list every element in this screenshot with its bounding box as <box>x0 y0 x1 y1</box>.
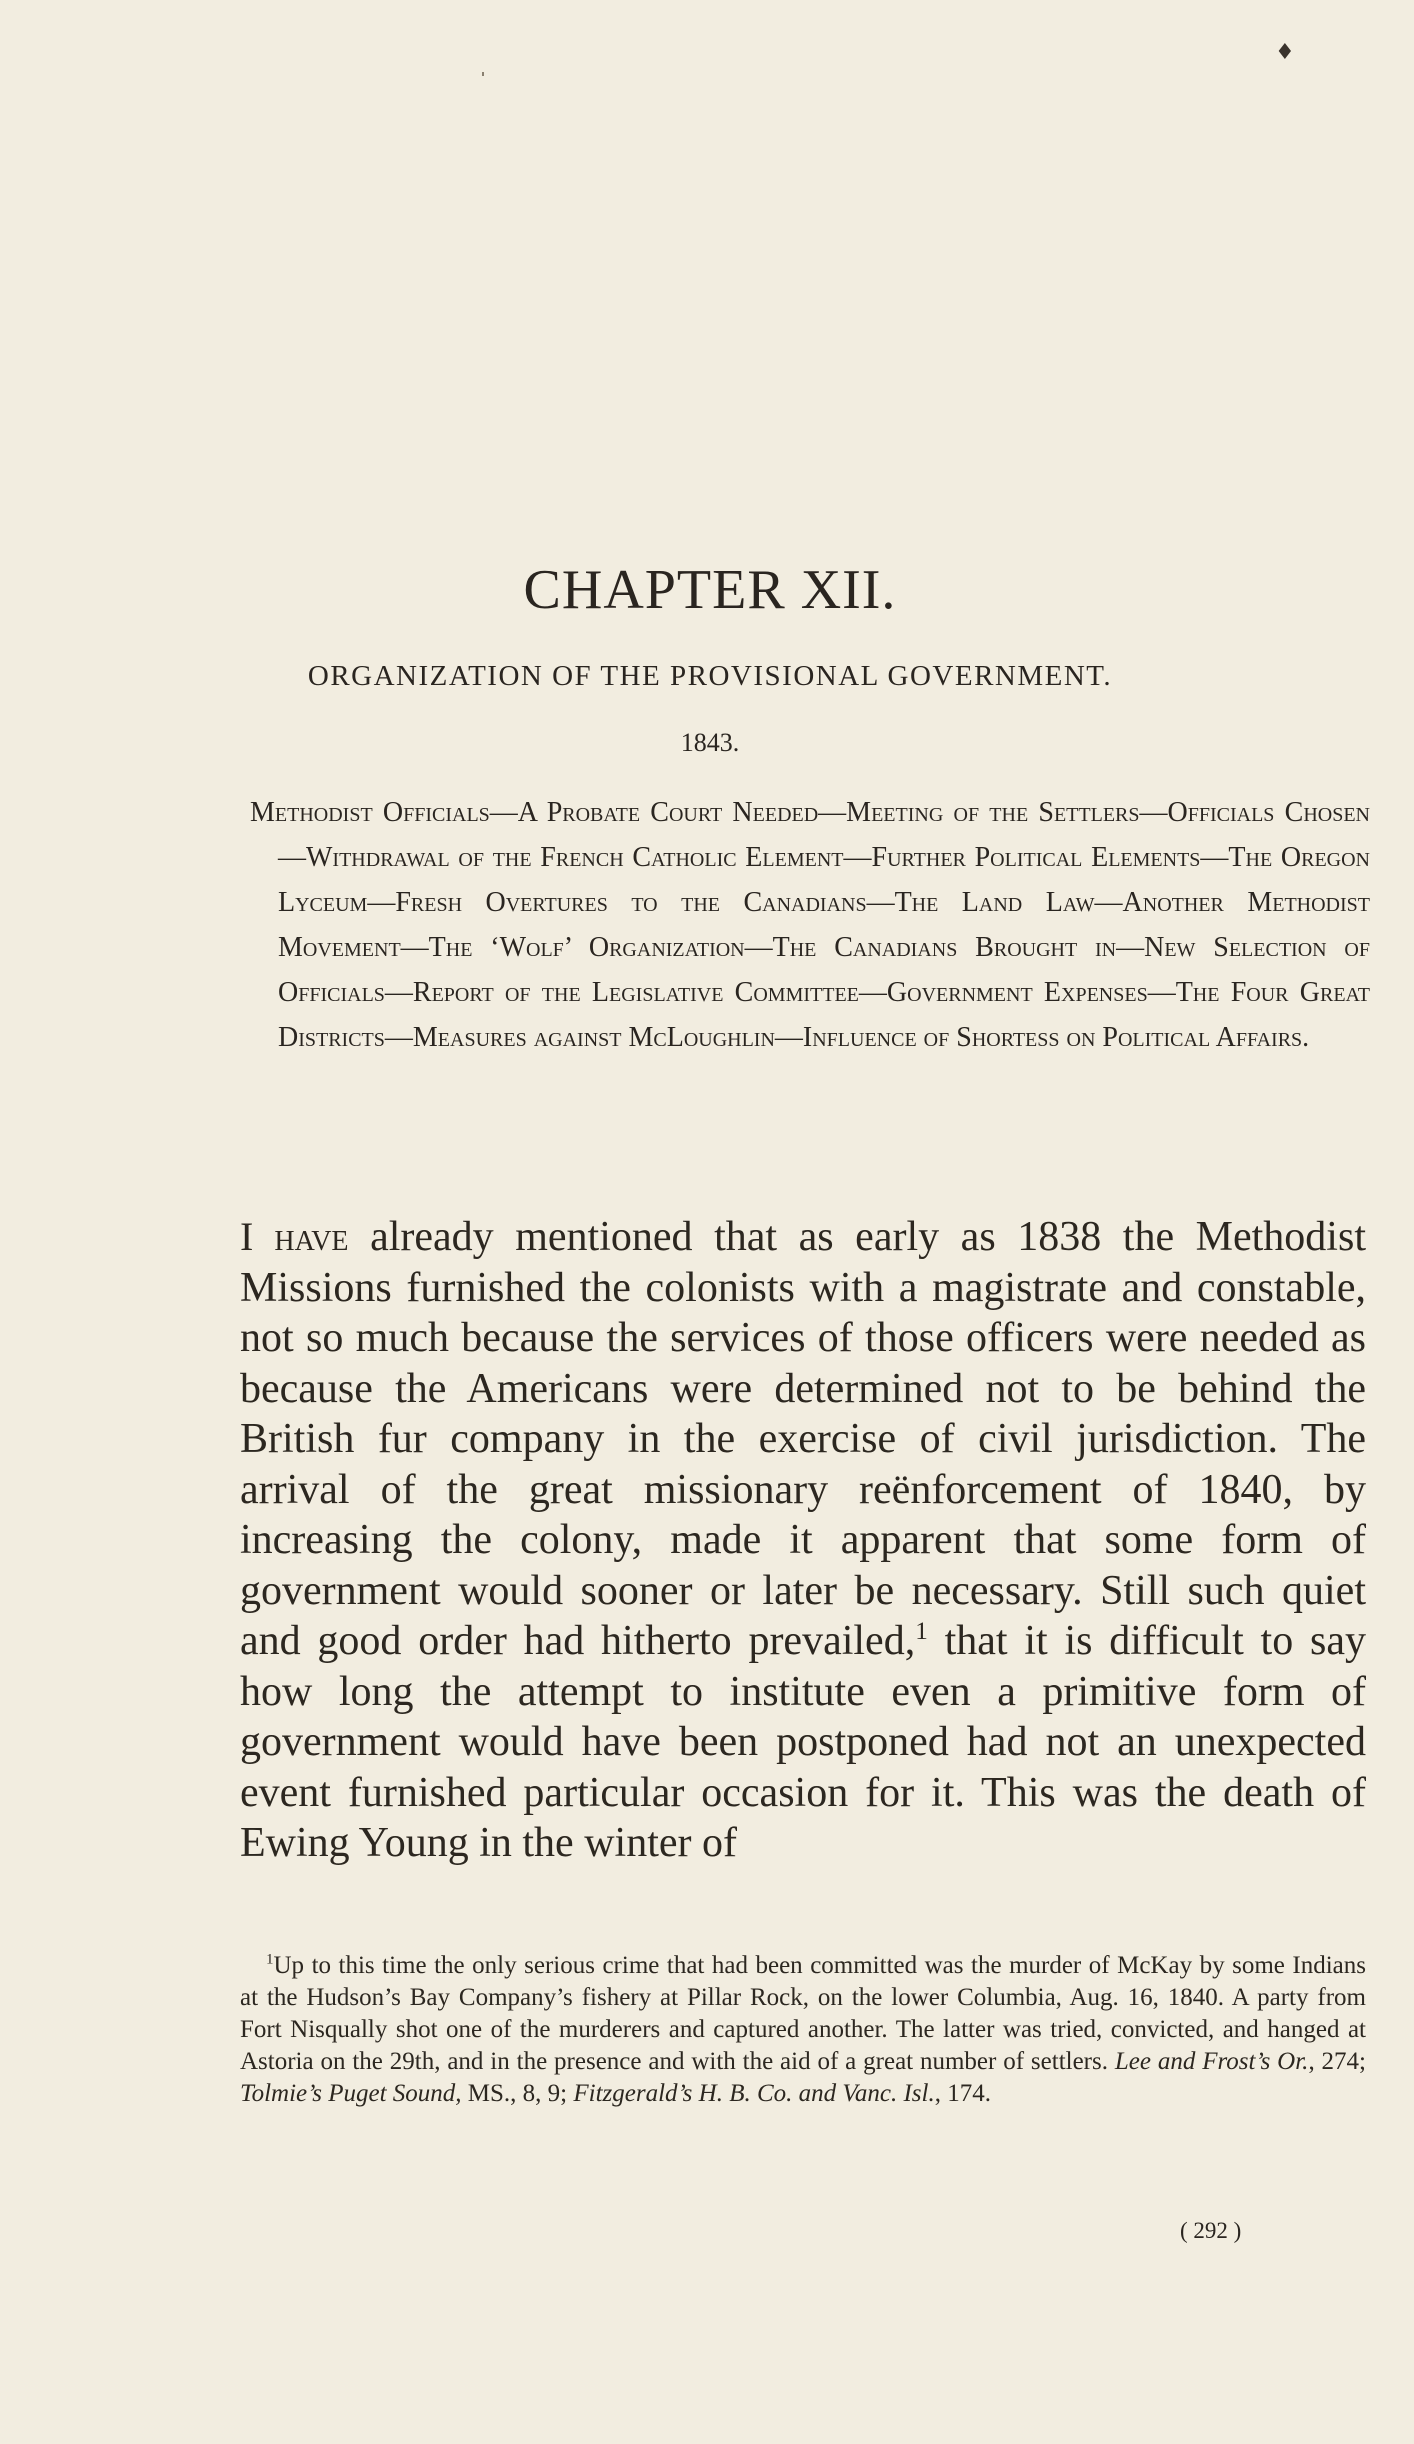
corner-mark: ♦ <box>1275 40 1295 65</box>
lead-word: I have <box>240 1214 349 1259</box>
chapter-year: 1843. <box>680 728 740 757</box>
chapter-title: CHAPTER XII. <box>523 559 897 621</box>
body-paragraph <box>240 1212 1366 1869</box>
body-text-part1: already mentioned that as early as 1838 the Methodist Missions furnished the colonists with a magistrate and constable, not so much because the services of those officers were needed as because the Americans were determined not to be behind the British fur company in the exercise of civil jurisdiction. The arrival of the great missionary reënforcement of 1840, by increasing the colony, made it apparent that some form of government would sooner or later be necessary. Still such quiet and good order had hitherto prevailed, <box>240 1214 1366 1664</box>
chapter-synopsis: Methodist Officials—A Probate Court Needed—Meeting of the Settlers—Officials Chosen—Withdrawal of the French Catholic Element—Further Political Elements—The Oregon Lyceum—Fresh Overtures to the Canadians—The Land Law—Another Methodist Movement—The ‘Wolf’ Organization—The Canadians Brought in—New Selection of Officials—Report of the Legislative Committee—Government Expenses—The Four Great Districts—Measures against McLoughlin—Influence of Shortess on Political Affairs. <box>250 797 1370 1053</box>
footnote-reference: 1 <box>915 1618 928 1645</box>
page-speck <box>482 72 484 76</box>
chapter-subtitle: ORGANIZATION OF THE PROVISIONAL GOVERNMENT. <box>307 660 1113 692</box>
citation-lee-frost: Lee and Frost’s Or. <box>1114 2048 1309 2075</box>
citation-fitzgerald-rest: , 174. <box>934 2080 991 2107</box>
footnote <box>240 1950 1366 2110</box>
footnote-marker: 1 <box>266 1951 274 1968</box>
citation-lee-frost-rest: , 274; <box>1308 2048 1367 2075</box>
page-number: ( 292 ) <box>1180 2218 1242 2243</box>
citation-tolmie-rest: MS., 8, 9; <box>461 2080 574 2107</box>
body-text-part2: that it is difficult to say how long the attempt to institute even a primitive form of government would have been postponed had not an unexpected event furnished particular occasion for it. This was the death of Ewing Young in the winter of <box>240 1618 1366 1866</box>
citation-tolmie: Tolmie’s Puget Sound, <box>240 2080 462 2107</box>
citation-fitzgerald: Fitzgerald’s H. B. Co. and Vanc. Isl. <box>573 2080 935 2107</box>
footnote-text: Up to this time the only serious crime that had been committed was the murder of McKay by some Indians at the Hudson’s Bay Company’s fishery at Pillar Rock, on the lower Columbia, Aug. 16, 1840. A party from Fort Nisqually shot one of the murderers and captured another. The latter was tried, convicted, and hanged at Astoria on the 29th, and in the presence and with the aid of a great number of settlers. <box>240 1952 1366 2075</box>
